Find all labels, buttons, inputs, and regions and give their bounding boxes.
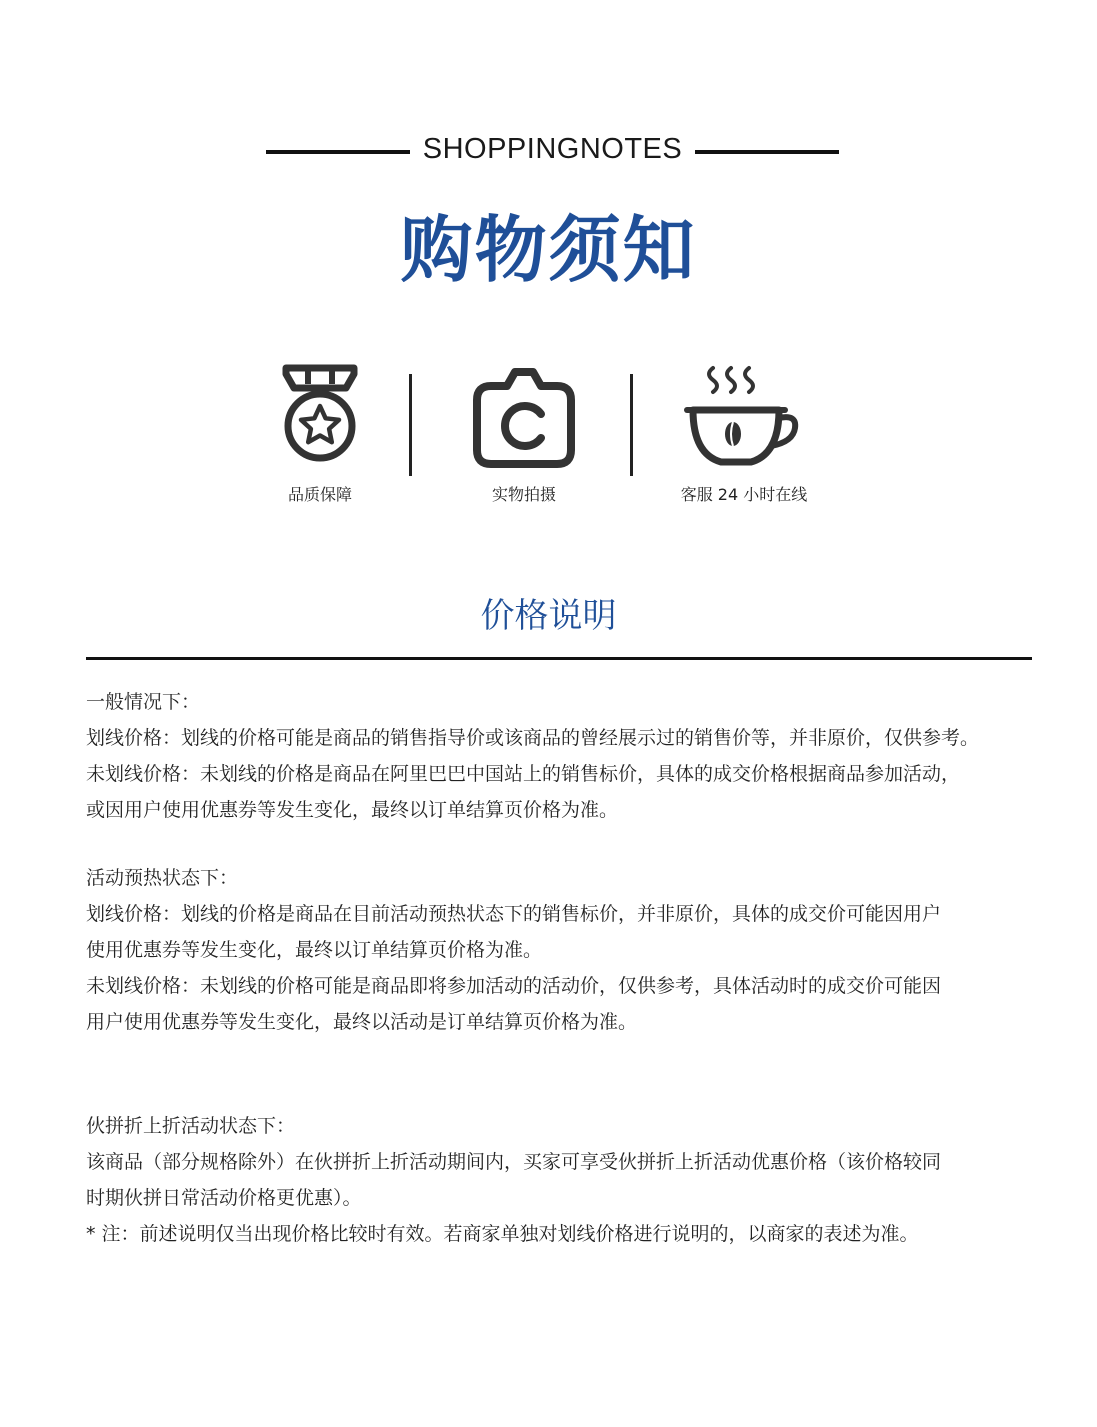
block-line: 划线价格：划线的价格是商品在目前活动预热状态下的销售标价，并非原价，具体的成交价可能因用户 [86,903,942,925]
block-line: 该商品（部分规格除外）在伙拼折上折活动期间内，买家可享受伙拼折上折活动优惠价格（该价格较同 [86,1151,942,1173]
english-subtitle: SHOPPINGNOTES [422,133,683,165]
section-title: 价格说明 [480,596,617,636]
feature-quality [220,362,420,505]
block-line: 使用优惠券等发生变化，最终以订单结算页价格为准。 [86,939,543,961]
block-line: 时期伙拼日常活动价格更优惠）。 [86,1187,362,1209]
medal-icon [278,362,362,472]
block-heading: 一般情况下： [86,691,201,713]
feature-label-customer-service: 客服 24 小时在线 [680,485,808,504]
block-spacer [86,828,1046,860]
camera-icon [469,362,579,472]
block-heading: 伙拼折上折活动状态下： [86,1115,296,1137]
feature-customer-service [644,362,844,505]
header-rule-left [266,150,410,154]
block-line: 或因用户使用优惠券等发生变化，最终以订单结算页价格为准。 [86,799,619,821]
feature-label-real-photo: 实物拍摄 [491,485,556,504]
feature-label-quality: 品质保障 [287,485,352,504]
header-row [0,128,1097,174]
feature-divider [409,374,412,476]
block-spacer [86,1040,1046,1108]
page-title: 购物须知 [400,208,697,292]
header-rule-right [695,150,839,154]
coffee-cup-icon [679,362,809,472]
block-line: * 注：前述说明仅当出现价格比较时有效。若商家单独对划线价格进行说明的，以商家的表述为准。 [86,1223,919,1245]
section-divider [86,657,1032,660]
block-line: 未划线价格：未划线的价格可能是商品即将参加活动的活动价，仅供参考，具体活动时的成交价可能因 [86,975,942,997]
feature-divider [630,374,633,476]
block-line: 未划线价格：未划线的价格是商品在阿里巴巴中国站上的销售标价，具体的成交价格根据商品参加活动， [86,763,961,785]
block-line: 用户使用优惠券等发生变化，最终以活动是订单结算页价格为准。 [86,1011,638,1033]
feature-real-photo [424,362,624,505]
feature-row [0,362,1097,522]
block-line: 划线价格：划线的价格可能是商品的销售指导价或该商品的曾经展示过的销售价等，并非原价，仅供参考。 [86,727,980,749]
block-heading: 活动预热状态下： [86,867,239,889]
price-notes [86,684,1046,1252]
